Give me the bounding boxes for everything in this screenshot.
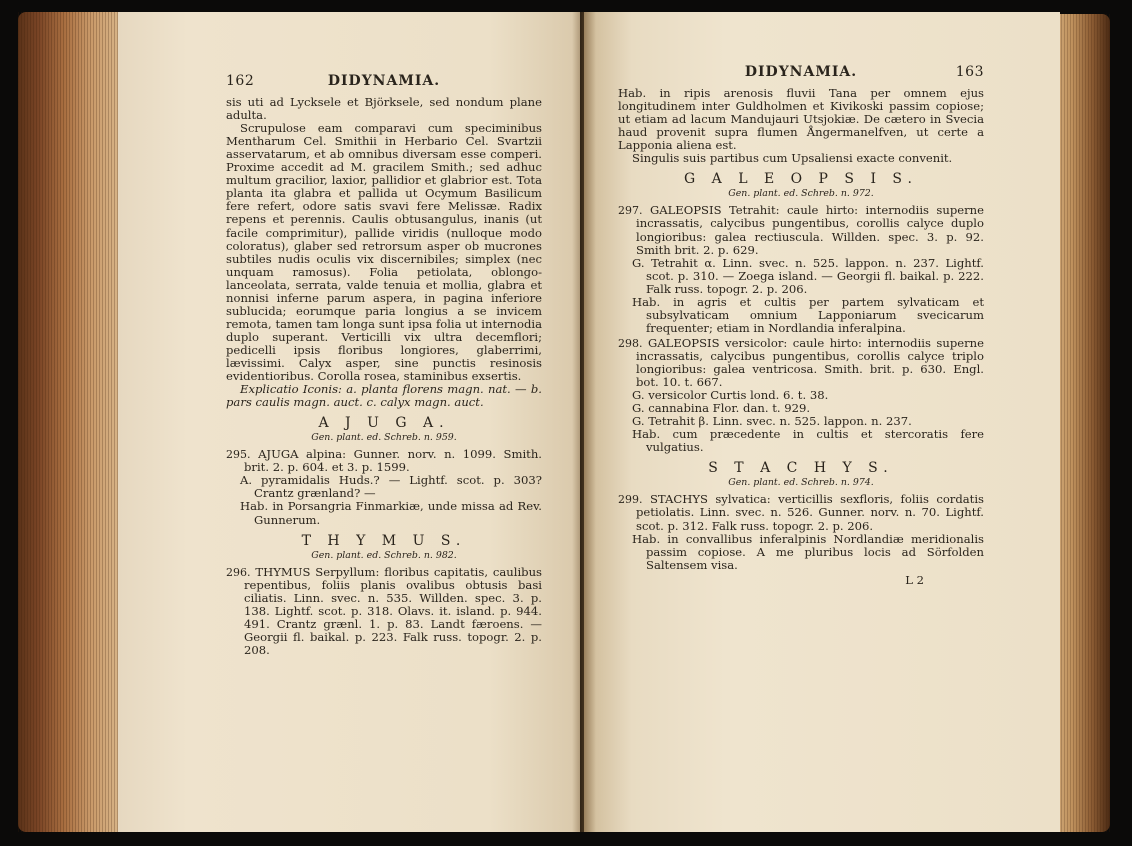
species-entry-296 <box>226 566 542 657</box>
entry-number: 299. <box>618 493 643 507</box>
habitat-line: Hab. cum præcedente in cultis et stercoratis fere vulgatius. <box>632 427 984 455</box>
right-running-head: DIDYNAMIA. <box>744 64 858 80</box>
section-title-thymus: T H Y M U S. <box>301 532 467 549</box>
habitat-line: Hab. in convallibus inferalpinis Nordlandiæ meridionalis passim copiose. A me pluribus locis ad Sörfolden Saltensem visa. <box>632 531 984 572</box>
entry-text: STACHYS sylvatica: verticillis sexfloris, foliis cordatis petiolatis. Linn. svec. n. 526. Gunner. norv. n. 70. Lightf. scot. p. 312. Falk russ. topogr. 2. p. 206. <box>636 492 984 533</box>
left-header <box>226 75 542 88</box>
synonym-line: G. Tetrahit β. Linn. svec. n. 525. lappon. n. 237. <box>632 414 912 429</box>
entry-text: GALEOPSIS Tetrahit: caule hirto: internodiis superne incrassatis, calycibus pungentibus, corollis calyce duplo longioribus: galea rectiuscula. Willden. spec. 3. p. 92. Smith brit. 2. p. 629. <box>636 203 984 257</box>
paragraph: Hab. in ripis arenosis fluvii Tana per omnem ejus longitudinem inter Guldholmen et Kivikoski passim copiose; ut etiam ad lacum Mandujauri Utsjokiæ. De cætero in Svecia haud provenit supra flumen Ångermanelfven, ut certe a Lapponia aliena est. <box>618 86 984 153</box>
species-entry-295 <box>226 448 542 474</box>
book-gutter <box>572 12 596 832</box>
entry-number: 296. <box>226 565 251 579</box>
synonym-line: G. cannabina Flor. dan. t. 929. <box>632 401 811 416</box>
left-page <box>118 12 580 832</box>
left-page-number: 162 <box>226 73 255 89</box>
species-entry-297 <box>618 204 984 256</box>
entry-text: GALEOPSIS versicolor: caule hirto: internodiis superne incrassatis, calycibus pungentibus, corollis calyce triplo longioribus: galea ventricosa. Smith. brit. p. 630. Engl. bot. 10. t. 667. <box>636 335 984 390</box>
entry-text: THYMUS Serpyllum: floribus capitatis, caulibus repentibus, foliis planis ovalibus obtusis basi ciliatis. Linn. svec. n. 535. Willden. spec. 3. p. 138. Lightf. scot. p. 318. Olavs. it. island. p. 944. 491. Crantz grænl. 1. p. 83. Landt færoens. — Georgii fl. baikal. p. 223. Falk russ. topogr. 2. p. 208. <box>244 564 542 657</box>
paragraph: Singulis suis partibus cum Upsaliensi exacte convenit. <box>632 151 953 166</box>
synonym-line: A. pyramidalis Huds.? — Lightf. scot. p. 303? Crantz grænland? — <box>240 473 542 501</box>
section-ref: Gen. plant. ed. Schreb. n. 982. <box>311 549 457 561</box>
right-page <box>584 12 1060 832</box>
section-title-stachys: S T A C H Y S. <box>708 460 894 477</box>
synonym-line: G. Tetrahit α. Linn. svec. n. 525. lappon. n. 237. Lightf. scot. p. 310. — Zoega island. — Georgii fl. baikal. p. 222. Falk russ. topogr. 2. p. 206. <box>632 255 984 296</box>
entry-number: 298. <box>618 336 643 350</box>
entry-text: AJUGA alpina: Gunner. norv. n. 1099. Smith. brit. 2. p. 604. et 3. p. 1599. <box>244 447 542 475</box>
section-title-ajuga: A J U G A. <box>318 415 450 432</box>
paragraph-explicatio: Explicatio Iconis: a. planta florens magn. nat. — b. pars caulis magn. auct. c. calyx magn. auct. <box>226 382 542 410</box>
section-title-galeopsis: G A L E O P S I S. <box>684 171 918 188</box>
species-entry-298 <box>618 337 984 389</box>
right-page-number: 163 <box>955 64 984 80</box>
species-entry-299 <box>618 493 984 532</box>
paragraph: Scrupulose eam comparavi cum speciminibus Mentharum Cel. Smithii in Herbario Cel. Svartzii asservatarum, et ab omnibus diversam esse comperi. Proxime accedit ad M. gracilem Smith.; sed adhuc multum gracilior, laxior, pallidior et glabrior est. Tota planta ita glabra et pallida ut Ocymum Basilicum fere refert, odore satis svavi fere Melissæ. Radix repens et perennis. Caulis obtusangulus, inanis (ut facile comprimitur), pallide viridis (nulloque modo coloratus), glaber sed retrorsum asper ob mucrones subtiles nudis oculis vix discernibiles; simplex (nec unquam ramosus). Folia petiolata, oblongo-lanceolata, serrata, valde tenuia et mollia, glabra et nonnisi inferne parum aspera, in pagina inferiore sublucida; eorumque paria longius a se invicem remota, tamen tam longa sunt ipsa folia ut internodia duplo superant. Verticilli vix ultra decemflori; pedicelli ipsis floribus longiores, glaberrimi, lævissimi. Calyx asper, sine punctis resinosis evidentioribus. Corolla rosea, staminibus exsertis. <box>226 121 542 384</box>
section-ref: Gen. plant. ed. Schreb. n. 959. <box>311 432 457 444</box>
habitat-line: Hab. in Porsangria Finmarkiæ, unde missa ad Rev. Gunnerum. <box>240 499 542 527</box>
left-running-head: DIDYNAMIA. <box>327 73 441 89</box>
paragraph: sis uti ad Lycksele et Björksele, sed nondum plane adulta. <box>226 95 542 123</box>
entry-number: 295. <box>226 448 251 462</box>
synonym-line: G. versicolor Curtis lond. 6. t. 38. <box>632 388 829 403</box>
signature-mark: L 2 <box>905 572 924 587</box>
entry-number: 297. <box>618 204 643 218</box>
book-left-page-edges <box>18 12 120 832</box>
section-ref: Gen. plant. ed. Schreb. n. 974. <box>728 477 874 489</box>
habitat-line: Hab. in agris et cultis per partem sylvaticam et subsylvaticam omnium Lapponiarum svecicarum frequenter; etiam in Nordlandia inferalpina. <box>632 294 984 335</box>
left-text-column <box>226 75 542 657</box>
right-text-column <box>618 66 984 587</box>
right-header <box>618 66 984 79</box>
section-ref: Gen. plant. ed. Schreb. n. 972. <box>728 188 874 200</box>
